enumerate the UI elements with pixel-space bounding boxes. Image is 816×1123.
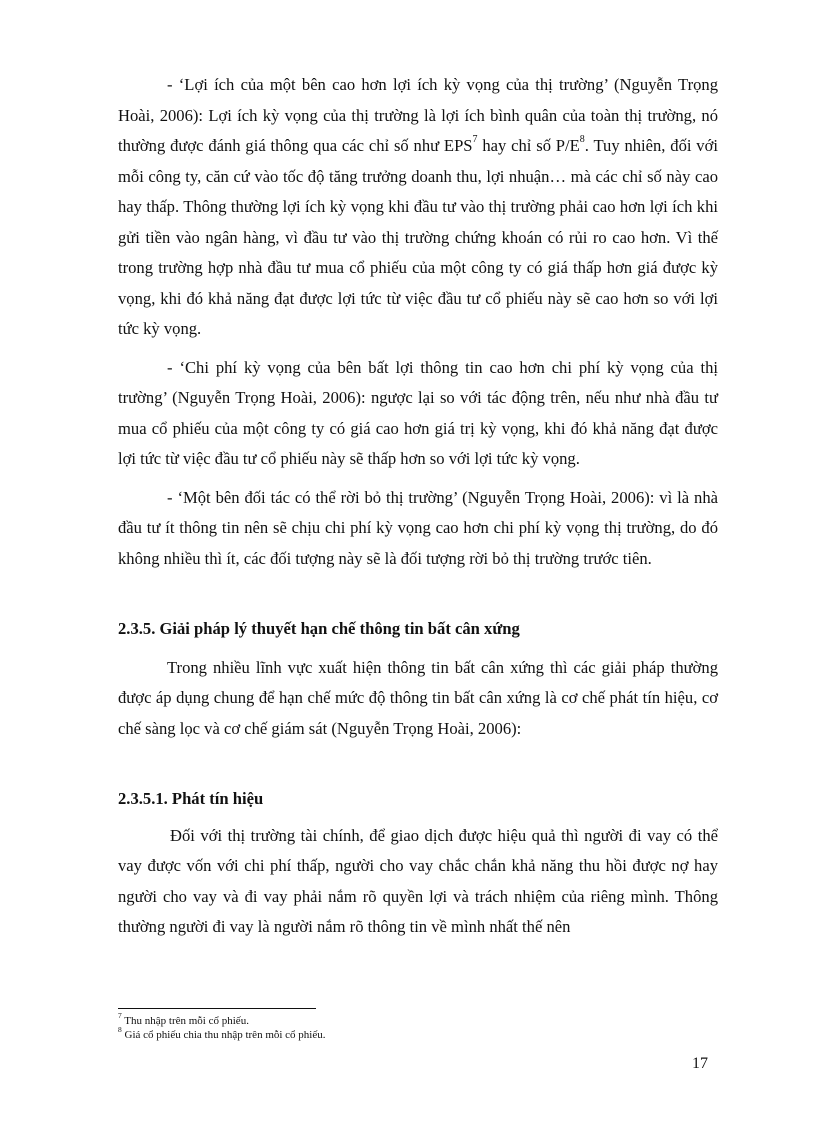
section-heading-2-3-5-1: 2.3.5.1. Phát tín hiệu — [118, 789, 264, 808]
footnote-8 — [118, 1025, 718, 1042]
footnote-marker: 7 — [118, 1011, 122, 1021]
footnote-text: Thu nhập trên mỗi cổ phiếu. — [121, 1015, 249, 1027]
footnote-marker: 8 — [118, 1025, 122, 1035]
paragraph-text: . Tuy nhiên, đối với mỗi công ty, căn cứ vào tốc độ tăng trưởng doanh thu, lợi nhuận… mà các chỉ số này cao hay thấp. Thông thường lợi ích kỳ vọng khi đầu tư vào thị trường phải cao hơn lợi ích khi gửi tiền vào ngân hàng, vì đầu tư vào thị trường chứng khoán có rủi ro cao hơn. Vì thế trong trường hợp nhà đầu tư mua cổ phiếu của một công ty có giá thấp hơn giá được kỳ vọng, khi đó khả năng đạt được lợi tức từ việc đầu tư cổ phiếu này sẽ cao hơn so với lợi tức kỳ vọng. — [118, 136, 718, 338]
paragraph-text: ‘Chi phí kỳ vọng của bên bất lợi thông tin cao hơn chi phí kỳ vọng của thị trường’ (Nguyễn Trọng Hoài, 2006): ngược lại so với tác động trên, nếu như nhà đầu tư mua cổ phiếu của một công ty có giá cao hơn giá trị kỳ vọng, khi đó khả năng đạt được lợi tức từ việc đầu tư cổ phiếu này sẽ thấp hơn so với lợi tức kỳ vọng. — [118, 357, 718, 468]
footnote-separator — [118, 1008, 316, 1009]
dash-marker: - — [167, 75, 173, 94]
paragraph-text: hay chỉ số P/E — [477, 136, 580, 155]
footnotes — [118, 1011, 718, 1042]
bullet-paragraph-exit-market — [118, 483, 718, 575]
page-body — [118, 70, 718, 951]
section-2-3-5-1-paragraph: Đối với thị trường tài chính, để giao dịch được hiệu quả thì người đi vay có thể vay được vốn với chi phí thấp, người cho vay chắc chắn khả năng thu hồi được nợ hay người cho vay và đi vay phải nắm rõ quyền lợi và trách nhiệm của riêng mình. Thông thường người đi vay là người nắm rõ thông tin về mình nhất thế nên — [118, 825, 718, 936]
paragraph-text: ‘Lợi ích của một bên cao hơn lợi ích kỳ vọng của thị trường’ (Nguyễn Trọng Hoài, 2006): Lợi ích kỳ vọng của thị trường là lợi ích bình quân của toàn thị trường, nó thường được đánh giá thông qua các chỉ số như EPS — [118, 75, 719, 155]
section-2-3-5-paragraph: Trong nhiều lĩnh vực xuất hiện thông tin bất cân xứng thì các giải pháp thường được áp dụng chung để hạn chế mức độ thông tin bất cân xứng là cơ chế phát tín hiệu, cơ chế sàng lọc và cơ chế giám sát (Nguyễn Trọng Hoài, 2006): — [118, 657, 718, 738]
dash-marker: - — [167, 357, 173, 377]
footnote-text: Giá cổ phiếu chia thu nhập trên mỗi cổ phiếu. — [121, 1029, 326, 1041]
bullet-paragraph-expected-cost — [118, 353, 718, 475]
section-heading-2-3-5: 2.3.5. Giải pháp lý thuyết hạn chế thông tin bất cân xứng — [118, 619, 520, 638]
bullet-paragraph-expected-benefit — [118, 70, 718, 345]
paragraph-text: ‘Một bên đối tác có thể rời bỏ thị trường’ (Nguyễn Trọng Hoài, 2006): vì là nhà đầu tư ít thông tin nên sẽ chịu chi phí kỳ vọng cao hơn chi phí kỳ vọng thị trường, do đó không nhiều thì ít, các đối tượng này sẽ là đối tượng rời bỏ thị trường trước tiên. — [118, 487, 718, 568]
footnote-ref-7[interactable]: 7 — [472, 134, 478, 146]
dash-marker: - — [167, 487, 173, 507]
footnote-7 — [118, 1011, 718, 1028]
page-number: 17 — [692, 1055, 708, 1072]
footnote-ref-8[interactable]: 8 — [579, 134, 585, 146]
